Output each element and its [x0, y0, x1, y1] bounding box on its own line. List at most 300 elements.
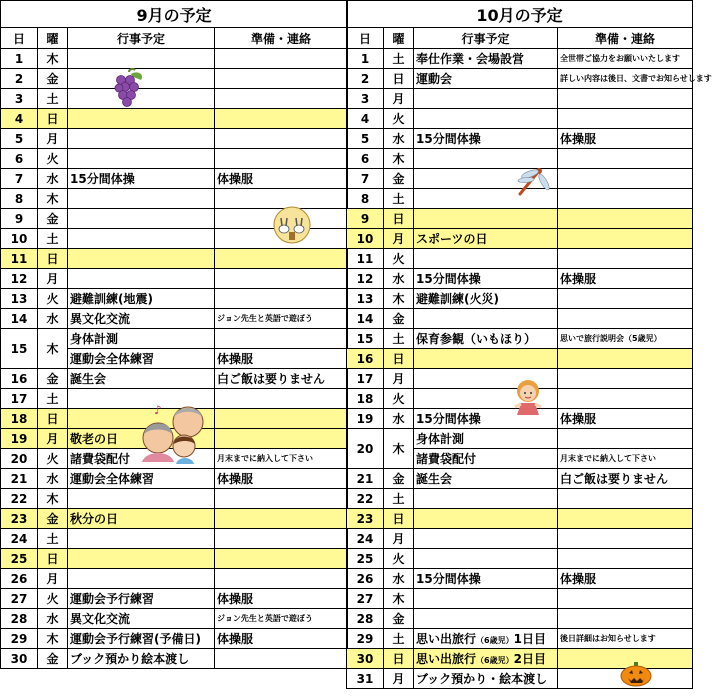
- day-cell: 28: [1, 609, 38, 629]
- prep-cell: [215, 69, 348, 89]
- september-schedule-table: [0, 0, 348, 669]
- weekday-cell: 日: [384, 209, 414, 229]
- weekday-cell: 土: [384, 189, 414, 209]
- day-row: [1, 249, 348, 269]
- day-cell: 24: [1, 529, 38, 549]
- event-cell: 奉仕作業・会場設営: [414, 49, 558, 69]
- event-cell: [68, 249, 215, 269]
- day-row: [1, 369, 348, 389]
- day-cell: 9: [347, 209, 384, 229]
- day-cell: 9: [1, 209, 38, 229]
- event-cell: 運動会: [414, 69, 558, 89]
- weekday-cell: 水: [384, 269, 414, 289]
- prep-cell: ジョン先生と英語で遊ぼう: [215, 609, 348, 629]
- prep-cell: [558, 609, 693, 629]
- prep-cell: [215, 329, 348, 349]
- weekday-cell: 水: [38, 169, 68, 189]
- day-row: [347, 249, 693, 269]
- day-cell: 10: [1, 229, 38, 249]
- day-cell: 23: [347, 509, 384, 529]
- weekday-cell: 月: [38, 569, 68, 589]
- event-cell: 避難訓練(地震): [68, 289, 215, 309]
- weekday-cell: 金: [38, 509, 68, 529]
- day-row: [347, 289, 693, 309]
- weekday-cell: 月: [384, 529, 414, 549]
- prep-cell: 体操服: [558, 269, 693, 289]
- event-note: （6歳児）: [476, 636, 514, 645]
- event-cell: ブック預かり・絵本渡し: [414, 669, 558, 689]
- day-row: [1, 169, 348, 189]
- event-tail: 1日目: [513, 632, 546, 646]
- event-cell: [68, 229, 215, 249]
- weekday-cell: 金: [38, 209, 68, 229]
- day-cell: 18: [1, 409, 38, 429]
- grandparents-icon: [134, 400, 216, 466]
- day-cell: 22: [347, 489, 384, 509]
- event-cell: [68, 209, 215, 229]
- header-prep: 準備・連絡: [558, 28, 693, 49]
- event-cell: 運動会予行練習: [68, 589, 215, 609]
- weekday-cell: 月: [38, 269, 68, 289]
- event-cell: [414, 489, 558, 509]
- prep-cell: [558, 309, 693, 329]
- weekday-cell: 火: [384, 249, 414, 269]
- event-cell: [414, 209, 558, 229]
- day-row: [347, 549, 693, 569]
- day-cell: 16: [1, 369, 38, 389]
- weekday-cell: 水: [38, 309, 68, 329]
- day-row: [1, 329, 348, 349]
- svg-text:♪: ♪: [154, 403, 162, 417]
- day-row: [1, 129, 348, 149]
- weekday-cell: 日: [384, 349, 414, 369]
- weekday-cell: 月: [384, 369, 414, 389]
- event-cell: [68, 189, 215, 209]
- prep-cell: [558, 249, 693, 269]
- day-cell: 2: [1, 69, 38, 89]
- month-title: 9月の予定: [1, 1, 348, 28]
- weekday-cell: 日: [384, 509, 414, 529]
- event-cell: 異文化交流: [68, 309, 215, 329]
- dragonfly-icon: [514, 166, 550, 198]
- day-cell: 12: [347, 269, 384, 289]
- day-row: [347, 429, 693, 449]
- event-cell: [414, 309, 558, 329]
- girl-icon: [511, 377, 545, 417]
- event-cell: [68, 569, 215, 589]
- event-cell: 諸費袋配付: [414, 449, 558, 469]
- weekday-cell: 木: [38, 189, 68, 209]
- weekday-cell: 水: [384, 569, 414, 589]
- day-cell: 13: [347, 289, 384, 309]
- weekday-cell: 木: [384, 289, 414, 309]
- event-cell: 身体計測: [414, 429, 558, 449]
- weekday-cell: 火: [38, 449, 68, 469]
- day-row: [347, 349, 693, 369]
- event-cell: 15分間体操: [414, 569, 558, 589]
- event-cell: ブック預かり絵本渡し: [68, 649, 215, 669]
- day-cell: 23: [1, 509, 38, 529]
- weekday-cell: 火: [38, 149, 68, 169]
- prep-cell: 後日詳細はお知らせします: [558, 629, 693, 649]
- event-cell: 諸費袋配付: [68, 449, 215, 469]
- weekday-cell: 土: [38, 89, 68, 109]
- prep-cell: [215, 289, 348, 309]
- event-cell: [414, 509, 558, 529]
- event-cell: 避難訓練(火災): [414, 289, 558, 309]
- weekday-cell: 金: [384, 609, 414, 629]
- day-row: [1, 289, 348, 309]
- prep-cell: [558, 149, 693, 169]
- prep-cell: [215, 129, 348, 149]
- event-cell: [414, 589, 558, 609]
- day-row: [1, 489, 348, 509]
- prep-cell: 体操服: [215, 629, 348, 649]
- event-cell: スポーツの日: [414, 229, 558, 249]
- day-cell: 14: [347, 309, 384, 329]
- day-cell: 5: [347, 129, 384, 149]
- event-cell: [68, 129, 215, 149]
- event-cell: [68, 109, 215, 129]
- prep-cell: 体操服: [215, 469, 348, 489]
- prep-cell: [558, 289, 693, 309]
- weekday-cell: 水: [384, 409, 414, 429]
- prep-cell: [215, 649, 348, 669]
- day-cell: 25: [1, 549, 38, 569]
- weekday-cell: 火: [384, 549, 414, 569]
- prep-cell: [215, 89, 348, 109]
- event-cell: 運動会予行練習(予備日): [68, 629, 215, 649]
- weekday-cell: 火: [384, 109, 414, 129]
- day-cell: 1: [1, 49, 38, 69]
- day-cell: 27: [347, 589, 384, 609]
- weekday-cell: 火: [38, 589, 68, 609]
- weekday-cell: 月: [384, 89, 414, 109]
- event-cell: [68, 549, 215, 569]
- prep-cell: [215, 149, 348, 169]
- weekday-cell: 月: [38, 129, 68, 149]
- prep-cell: 体操服: [558, 409, 693, 429]
- day-cell: 8: [1, 189, 38, 209]
- day-cell: 26: [1, 569, 38, 589]
- event-cell: [414, 649, 558, 669]
- weekday-cell: 金: [38, 69, 68, 89]
- weekday-cell: 金: [38, 369, 68, 389]
- weekday-cell: 土: [384, 629, 414, 649]
- grapes-icon: [111, 68, 147, 108]
- day-cell: 6: [1, 149, 38, 169]
- day-row: [1, 509, 348, 529]
- prep-cell: [215, 269, 348, 289]
- day-row: [347, 569, 693, 589]
- day-row: [1, 629, 348, 649]
- day-row: [347, 629, 693, 649]
- day-row: [347, 229, 693, 249]
- day-cell: 4: [347, 109, 384, 129]
- day-row: [1, 569, 348, 589]
- weekday-cell: 土: [38, 229, 68, 249]
- weekday-cell: 月: [384, 229, 414, 249]
- day-row: [1, 469, 348, 489]
- header-weekday: 曜: [38, 28, 68, 49]
- day-cell: 26: [347, 569, 384, 589]
- prep-cell: [215, 529, 348, 549]
- event-cell: 保育参観（いもほり）: [414, 329, 558, 349]
- day-row: [347, 209, 693, 229]
- day-cell: 6: [347, 149, 384, 169]
- day-row: [1, 49, 348, 69]
- weekday-cell: 月: [384, 669, 414, 689]
- day-row: [1, 149, 348, 169]
- event-cell: 15分間体操: [68, 169, 215, 189]
- weekday-cell: 木: [384, 149, 414, 169]
- prep-cell: [558, 509, 693, 529]
- day-cell: 17: [1, 389, 38, 409]
- weekday-cell: 土: [384, 329, 414, 349]
- weekday-cell: 火: [384, 389, 414, 409]
- event-text: 思い出旅行: [416, 652, 477, 666]
- day-cell: 11: [347, 249, 384, 269]
- event-cell: [68, 489, 215, 509]
- event-cell: 秋分の日: [68, 509, 215, 529]
- prep-cell: [558, 529, 693, 549]
- header-prep: 準備・連絡: [215, 28, 348, 49]
- day-cell: 17: [347, 369, 384, 389]
- day-cell: 11: [1, 249, 38, 269]
- prep-cell: [215, 569, 348, 589]
- prep-cell: [215, 409, 348, 429]
- weekday-cell: 火: [38, 289, 68, 309]
- day-cell: 15: [347, 329, 384, 349]
- day-cell: 5: [1, 129, 38, 149]
- day-cell: 18: [347, 389, 384, 409]
- prep-cell: 全世帯ご協力をお願いいたします: [558, 49, 693, 69]
- event-cell: 15分間体操: [414, 269, 558, 289]
- weekday-cell: 木: [38, 49, 68, 69]
- weekday-cell: 土: [384, 489, 414, 509]
- prep-cell: [215, 249, 348, 269]
- day-cell: 27: [1, 589, 38, 609]
- day-cell: 19: [1, 429, 38, 449]
- day-row: [1, 549, 348, 569]
- prep-cell: 体操服: [558, 569, 693, 589]
- day-cell: 31: [347, 669, 384, 689]
- weekday-cell: 土: [38, 529, 68, 549]
- day-cell: 19: [347, 409, 384, 429]
- day-row: [347, 469, 693, 489]
- day-cell: 13: [1, 289, 38, 309]
- pumpkin-icon: [620, 662, 652, 686]
- weekday-cell: 日: [384, 649, 414, 669]
- day-cell: 7: [1, 169, 38, 189]
- event-cell: [414, 609, 558, 629]
- weekday-cell: 木: [38, 329, 68, 369]
- prep-cell: ジョン先生と英語で遊ぼう: [215, 309, 348, 329]
- prep-cell: [215, 549, 348, 569]
- event-cell: [68, 269, 215, 289]
- event-cell: 誕生会: [68, 369, 215, 389]
- day-row: [347, 49, 693, 69]
- day-cell: 12: [1, 269, 38, 289]
- prep-cell: [215, 509, 348, 529]
- prep-cell: [215, 109, 348, 129]
- day-cell: 14: [1, 309, 38, 329]
- prep-cell: 月末までに納入して下さい: [558, 449, 693, 469]
- event-cell: 異文化交流: [68, 609, 215, 629]
- weekday-cell: 土: [384, 49, 414, 69]
- day-cell: 20: [347, 429, 384, 469]
- weekday-cell: 木: [38, 629, 68, 649]
- day-row: [1, 649, 348, 669]
- day-row: [1, 109, 348, 129]
- prep-cell: 体操服: [215, 589, 348, 609]
- prep-cell: 体操服: [215, 169, 348, 189]
- prep-cell: [558, 109, 693, 129]
- day-cell: 4: [1, 109, 38, 129]
- event-note: （6歳児）: [476, 656, 514, 665]
- day-cell: 22: [1, 489, 38, 509]
- prep-cell: [558, 489, 693, 509]
- title-row: [347, 1, 693, 28]
- event-cell: [414, 249, 558, 269]
- day-row: [347, 329, 693, 349]
- title-row: [1, 1, 348, 28]
- day-row: [347, 309, 693, 329]
- prep-cell: [215, 49, 348, 69]
- day-cell: 15: [1, 329, 38, 369]
- day-cell: 24: [347, 529, 384, 549]
- day-cell: 3: [1, 89, 38, 109]
- event-cell: [68, 529, 215, 549]
- prep-cell: [558, 389, 693, 409]
- prep-cell: 体操服: [558, 129, 693, 149]
- weekday-cell: 木: [38, 489, 68, 509]
- weekday-cell: 日: [38, 409, 68, 429]
- event-cell: [414, 349, 558, 369]
- day-row: [1, 609, 348, 629]
- header-event: 行事予定: [414, 28, 558, 49]
- day-cell: 1: [347, 49, 384, 69]
- weekday-cell: 水: [38, 609, 68, 629]
- day-cell: 2: [347, 69, 384, 89]
- weekday-cell: 土: [38, 389, 68, 409]
- header-day: 日: [1, 28, 38, 49]
- day-row: [1, 589, 348, 609]
- event-cell: [68, 149, 215, 169]
- day-row: [347, 69, 693, 89]
- event-cell: 15分間体操: [414, 409, 558, 429]
- day-cell: 30: [347, 649, 384, 669]
- moon-rabbit-icon: [270, 205, 314, 245]
- day-cell: 30: [1, 649, 38, 669]
- day-cell: 3: [347, 89, 384, 109]
- day-row: [347, 269, 693, 289]
- event-text: 思い出旅行: [416, 632, 477, 646]
- weekday-cell: 金: [384, 469, 414, 489]
- event-cell: [414, 109, 558, 129]
- prep-cell: 体操服: [215, 349, 348, 369]
- prep-cell: [215, 489, 348, 509]
- weekday-cell: 金: [38, 649, 68, 669]
- prep-cell: [558, 369, 693, 389]
- day-row: [347, 529, 693, 549]
- prep-cell: 月末までに納入して下さい: [215, 449, 348, 469]
- day-row: [347, 129, 693, 149]
- day-row: [347, 589, 693, 609]
- day-row: [1, 69, 348, 89]
- prep-cell: [215, 429, 348, 449]
- day-cell: 20: [1, 449, 38, 469]
- day-cell: 8: [347, 189, 384, 209]
- prep-cell: [558, 349, 693, 369]
- header-row: [347, 28, 693, 49]
- header-day: 日: [347, 28, 384, 49]
- event-cell: 運動会全体練習: [68, 469, 215, 489]
- prep-cell: [215, 389, 348, 409]
- event-cell: 敬老の日: [68, 429, 215, 449]
- day-row: [1, 269, 348, 289]
- day-row: [1, 89, 348, 109]
- event-cell: 15分間体操: [414, 129, 558, 149]
- prep-cell: 思いで旅行説明会（5歳児）: [558, 329, 693, 349]
- day-cell: 7: [347, 169, 384, 189]
- prep-cell: [558, 589, 693, 609]
- weekday-cell: 水: [38, 469, 68, 489]
- day-cell: 10: [347, 229, 384, 249]
- october-schedule-table: [346, 0, 712, 689]
- day-row: [347, 109, 693, 129]
- event-cell: [414, 629, 558, 649]
- event-tail: 2日目: [513, 652, 546, 666]
- month-title: 10月の予定: [347, 1, 693, 28]
- prep-cell: 詳しい内容は後日、文書でお知らせします: [558, 69, 693, 89]
- event-cell: 運動会全体練習: [68, 349, 215, 369]
- event-cell: 誕生会: [414, 469, 558, 489]
- day-row: [347, 609, 693, 629]
- day-cell: 25: [347, 549, 384, 569]
- day-row: [1, 529, 348, 549]
- header-row: [1, 28, 348, 49]
- prep-cell: 白ご飯は要りません: [558, 469, 693, 489]
- prep-cell: [558, 209, 693, 229]
- weekday-cell: 金: [384, 169, 414, 189]
- day-cell: 29: [1, 629, 38, 649]
- event-cell: [414, 89, 558, 109]
- weekday-cell: 日: [384, 69, 414, 89]
- day-cell: 21: [1, 469, 38, 489]
- day-row: [347, 489, 693, 509]
- prep-cell: [558, 89, 693, 109]
- weekday-cell: 日: [38, 249, 68, 269]
- event-cell: 身体計測: [68, 329, 215, 349]
- weekday-cell: 木: [384, 589, 414, 609]
- weekday-cell: 日: [38, 109, 68, 129]
- prep-cell: [558, 429, 693, 449]
- weekday-cell: 水: [384, 129, 414, 149]
- day-cell: 16: [347, 349, 384, 369]
- event-cell: [68, 49, 215, 69]
- weekday-cell: 月: [38, 429, 68, 449]
- day-row: [347, 89, 693, 109]
- prep-cell: [558, 229, 693, 249]
- event-cell: [414, 529, 558, 549]
- weekday-cell: 日: [38, 549, 68, 569]
- day-cell: 21: [347, 469, 384, 489]
- prep-cell: [558, 549, 693, 569]
- header-weekday: 曜: [384, 28, 414, 49]
- day-cell: 29: [347, 629, 384, 649]
- day-cell: 28: [347, 609, 384, 629]
